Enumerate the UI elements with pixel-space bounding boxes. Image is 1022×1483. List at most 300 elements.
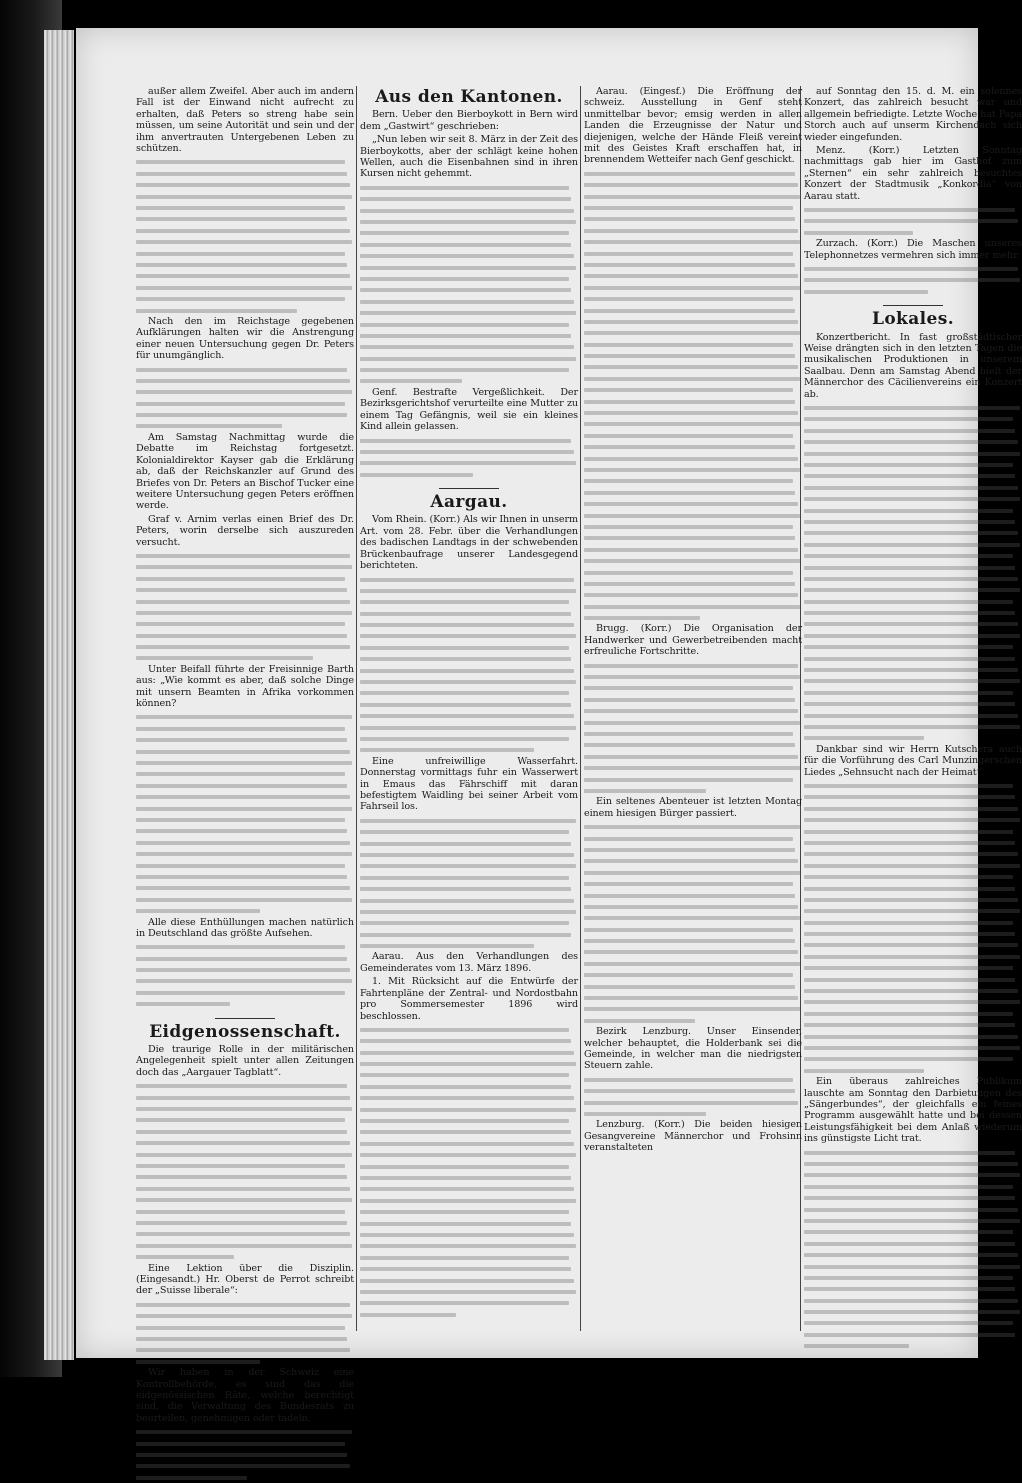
text-line: [584, 464, 802, 475]
text-line: [360, 193, 578, 204]
text-line: [136, 1206, 354, 1217]
text-line: [804, 664, 1022, 675]
text-line: [584, 728, 802, 739]
text-line: [804, 1147, 1022, 1158]
text-line: [136, 1438, 354, 1449]
text-line: [136, 1160, 354, 1171]
text-line: [584, 396, 802, 407]
text-line: [584, 1108, 802, 1119]
text-line: [804, 1317, 1022, 1328]
text-line: [804, 618, 1022, 629]
text-line: [804, 505, 1022, 516]
text-line: [136, 202, 354, 213]
filler-text: [360, 1024, 578, 1320]
text-line: [804, 539, 1022, 550]
text-line: [584, 259, 802, 270]
text-line: [136, 168, 354, 179]
text-line: [804, 1283, 1022, 1294]
text-line: [360, 699, 578, 710]
text-line: [584, 270, 802, 281]
text-line: [136, 1183, 354, 1194]
text-line: [360, 341, 578, 352]
text-line: [360, 262, 578, 273]
text-line: [136, 1299, 354, 1310]
text-line: [584, 878, 802, 889]
text-line: [136, 1356, 354, 1367]
text-line: [804, 687, 1022, 698]
text-line: [804, 527, 1022, 538]
filler-text: [360, 815, 578, 952]
text-line: [360, 307, 578, 318]
text-line: [804, 1329, 1022, 1340]
text-line: [584, 316, 802, 327]
text-line: [136, 1344, 354, 1355]
text-line: [136, 596, 354, 607]
text-line: [360, 619, 578, 630]
text-line: [584, 739, 802, 750]
text-line: [804, 1215, 1022, 1226]
text-line: [584, 373, 802, 384]
filler-text: [584, 660, 802, 797]
text-line: [136, 825, 354, 836]
text-line: [804, 436, 1022, 447]
text-line: [804, 1008, 1022, 1019]
text-line: [584, 498, 802, 509]
text-line: [136, 1149, 354, 1160]
text-line: [804, 871, 1022, 882]
text-line: [360, 687, 578, 698]
text-line: [804, 482, 1022, 493]
text-line: [360, 940, 578, 951]
column-3: [584, 86, 802, 1156]
paragraph: Menz. (Korr.) Letzten Sonntag nachmittags gab hier im Gasthof zum „Sternen“ ein sehr zahlreich besuchtes Konzert der Stadtmusik „Konkordia“ von Aarau statt.: [804, 145, 1022, 202]
text-line: [136, 225, 354, 236]
paragraph: Die traurige Rolle in der militärischen Angelegenheit spielt unter allen Zeitungen doch das „Aargauer Tagblatt“.: [136, 1044, 354, 1078]
paragraph: Dankbar sind wir Herrn Kutschera auch für die Vorführung des Carl Munzingerschen Liedes „Sehnsucht nach der Heimat“.: [804, 743, 1022, 778]
text-line: [804, 917, 1022, 928]
text-line: [584, 555, 802, 566]
text-line: [804, 974, 1022, 985]
text-line: [360, 676, 578, 687]
text-line: [360, 733, 578, 744]
text-line: [584, 248, 802, 259]
text-line: [360, 1297, 578, 1308]
text-line: [360, 860, 578, 871]
paragraph: Graf v. Arnim verlas einen Brief des Dr. Peters, worin derselbe sich auszureden versucht.: [136, 513, 354, 548]
text-line: [584, 453, 802, 464]
text-line: [360, 205, 578, 216]
text-line: [584, 578, 802, 589]
text-line: [804, 1065, 1022, 1076]
text-line: [584, 682, 802, 693]
text-line: [804, 1272, 1022, 1283]
text-line: [136, 746, 354, 757]
text-line: [360, 227, 578, 238]
text-line: [804, 1204, 1022, 1215]
text-line: [584, 762, 802, 773]
text-line: [360, 1263, 578, 1274]
text-line: [136, 607, 354, 618]
text-line: [360, 1149, 578, 1160]
text-line: [136, 757, 354, 768]
text-line: [136, 905, 354, 916]
text-line: [584, 821, 802, 832]
filler-text: [584, 1074, 802, 1120]
text-line: [584, 992, 802, 1003]
divider: [883, 305, 943, 306]
filler-text: [360, 574, 578, 756]
text-line: [136, 1460, 354, 1471]
text-line: [136, 652, 354, 663]
filler-text: [584, 168, 802, 624]
text-line: [584, 305, 802, 316]
text-line: [804, 1169, 1022, 1180]
text-line: [804, 448, 1022, 459]
text-line: [136, 814, 354, 825]
text-line: [360, 1183, 578, 1194]
text-line: [136, 1472, 354, 1483]
text-line: [804, 996, 1022, 1007]
text-line: [804, 780, 1022, 791]
text-line: [584, 361, 802, 372]
text-line: [804, 791, 1022, 802]
filler-text: [136, 1080, 354, 1262]
text-line: [804, 1340, 1022, 1351]
text-line: [584, 890, 802, 901]
text-line: [360, 710, 578, 721]
text-line: [360, 1195, 578, 1206]
text-line: [584, 705, 802, 716]
text-line: [584, 475, 802, 486]
paragraph: Lenzburg. (Korr.) Die beiden hiesigen Gesangvereine Männerchor und Frohsinn veranstalteten: [584, 1119, 802, 1154]
text-line: [360, 319, 578, 330]
filler-text: [804, 204, 1022, 238]
text-line: [804, 653, 1022, 664]
column-1: [136, 86, 354, 1483]
text-line: [360, 250, 578, 261]
text-line: [360, 815, 578, 826]
paragraph: 1. Mit Rücksicht auf die Entwürfe der Fahrtenpläne der Zentral- und Nordostbahn pro Sommersemester 1896 wird beschlossen.: [360, 976, 578, 1022]
filler-text: [136, 711, 354, 916]
text-line: [804, 1306, 1022, 1317]
paragraph: Brugg. (Korr.) Die Organisation der Handwerker und Gewerbetreibenden macht erfreuliche Fortschritte.: [584, 623, 802, 658]
text-line: [804, 1019, 1022, 1030]
text-line: [360, 1126, 578, 1137]
text-line: [584, 350, 802, 361]
filler-text: [804, 780, 1022, 1076]
text-line: [804, 848, 1022, 859]
text-line: [360, 364, 578, 375]
text-line: [804, 607, 1022, 618]
text-line: [584, 901, 802, 912]
text-line: [584, 236, 802, 247]
text-line: [136, 734, 354, 745]
text-line: [136, 420, 354, 431]
filler-text: [804, 263, 1022, 297]
text-line: [360, 1047, 578, 1058]
text-line: [136, 236, 354, 247]
text-line: [804, 675, 1022, 686]
divider: [215, 1018, 275, 1019]
text-line: [136, 561, 354, 572]
text-line: [136, 998, 354, 1009]
text-line: [584, 418, 802, 429]
section-heading: Lokales.: [871, 309, 955, 330]
paragraph: Aarau. (Eingesf.) Die Eröffnung der schweiz. Ausstellung in Genf steht unmittelbar bevor; emsig werden in allen Landen die Erzeugnisse der Natur und diejenigen, welche der Hände Fleiß vereint mit des Geistes Kraft erschaffen hat, in brennendem Wetteifer nach Genf geschickt.: [584, 86, 802, 166]
text-line: [360, 1206, 578, 1217]
text-line: [584, 601, 802, 612]
filler-text: [804, 402, 1022, 744]
filler-text: [804, 1147, 1022, 1352]
text-line: [360, 1240, 578, 1251]
filler-text: [136, 364, 354, 432]
text-line: [136, 803, 354, 814]
text-line: [804, 459, 1022, 470]
text-line: [584, 282, 802, 293]
text-line: [136, 248, 354, 259]
text-line: [360, 435, 578, 446]
text-line: [584, 521, 802, 532]
text-line: [804, 710, 1022, 721]
text-line: [136, 282, 354, 293]
text-line: [584, 225, 802, 236]
text-line: [804, 803, 1022, 814]
text-line: [136, 941, 354, 952]
text-line: [360, 469, 578, 480]
paragraph: Vom Rhein. (Korr.) Als wir Ihnen in unserm Art. vom 28. Febr. über die Verhandlungen des badischen Landtags in der schwebenden Brückenbaufrage unserer Landesgegend berichteten.: [360, 514, 578, 572]
text-line: [804, 826, 1022, 837]
text-line: [804, 573, 1022, 584]
text-line: [804, 562, 1022, 573]
text-line: [136, 1092, 354, 1103]
text-line: [360, 917, 578, 928]
text-line: [360, 872, 578, 883]
text-line: [136, 618, 354, 629]
text-line: [804, 630, 1022, 641]
text-line: [804, 905, 1022, 916]
text-line: [360, 239, 578, 250]
text-line: [136, 213, 354, 224]
filler-text: [584, 821, 802, 1026]
text-line: [360, 744, 578, 755]
text-line: [584, 981, 802, 992]
text-line: [360, 722, 578, 733]
text-line: [804, 732, 1022, 743]
text-line: [584, 612, 802, 623]
text-line: [804, 274, 1022, 285]
text-line: [360, 353, 578, 364]
text-line: [584, 589, 802, 600]
filler-text: [136, 1299, 354, 1367]
text-line: [136, 630, 354, 641]
text-line: [804, 550, 1022, 561]
text-line: [360, 1309, 578, 1320]
text-line: [360, 1092, 578, 1103]
paragraph: „Nun leben wir seit 8. März in der Zeit des Bierboykotts, aber der schlägt keine hohen Wellen, auch die Eisenbahnen sind in ihren Kursen nicht gehemmt.: [360, 134, 578, 180]
text-line: [804, 1031, 1022, 1042]
text-line: [584, 660, 802, 671]
text-line: [584, 671, 802, 682]
text-line: [136, 1126, 354, 1137]
section-heading: Aargau.: [430, 492, 508, 513]
text-line: [804, 1042, 1022, 1053]
text-line: [360, 446, 578, 457]
paragraph: Am Samstag Nachmittag wurde die Debatte im Reichstag fortgesetzt. Kolonialdirektor Kayser gab die Erklärung ab, daß der Reichskanzler auf Grund des Briefes von Dr. Peters an Bischof Tucker eine weitere Untersuchung gegen Peters eröffnen werde.: [136, 431, 354, 512]
text-line: [136, 1228, 354, 1239]
text-line: [360, 1069, 578, 1080]
text-line: [804, 641, 1022, 652]
text-line: [804, 939, 1022, 950]
text-line: [804, 1249, 1022, 1260]
text-line: [584, 532, 802, 543]
section-heading: Aus den Kantonen.: [375, 87, 563, 107]
text-line: [360, 1275, 578, 1286]
paragraph: Aarau. Aus den Verhandlungen des Gemeinderates vom 13. März 1896.: [360, 951, 578, 974]
text-line: [804, 721, 1022, 732]
text-line: [136, 882, 354, 893]
text-line: [136, 398, 354, 409]
text-line: [136, 894, 354, 905]
text-line: [136, 641, 354, 652]
text-line: [584, 774, 802, 785]
text-line: [136, 386, 354, 397]
text-line: [804, 860, 1022, 871]
text-line: [136, 871, 354, 882]
text-line: [360, 596, 578, 607]
text-line: [584, 339, 802, 350]
text-line: [360, 1115, 578, 1126]
paragraph: außer allem Zweifel. Aber auch im andern Fall ist der Einwand nicht aufrecht zu erhalten, daß Peters so streng habe sein müssen, um seine Autorität und sein und der ihm anvertrauten Untergebenen Leben zu schützen.: [136, 86, 354, 155]
text-line: [360, 1172, 578, 1183]
text-line: [136, 791, 354, 802]
text-line: [360, 826, 578, 837]
text-line: [804, 1226, 1022, 1237]
text-line: [804, 493, 1022, 504]
text-line: [360, 653, 578, 664]
text-line: [804, 1192, 1022, 1203]
text-line: [360, 1229, 578, 1240]
text-line: [804, 985, 1022, 996]
text-line: [804, 204, 1022, 215]
filler-text: [360, 182, 578, 387]
column-2: [360, 86, 578, 1320]
text-line: [584, 969, 802, 980]
text-line: [136, 573, 354, 584]
filler-text: [136, 156, 354, 315]
text-line: [804, 596, 1022, 607]
text-line: [804, 1238, 1022, 1249]
text-line: [360, 574, 578, 585]
paragraph: Eine unfreiwillige Wasserfahrt. Donnerstag vormittags fuhr ein Wasserwert in Emaus das Fährschiff mit daran befestigtem Waidling bei seiner Arbeit vom Fahrseil los.: [360, 755, 578, 813]
text-line: [584, 1015, 802, 1026]
text-line: [584, 510, 802, 521]
paragraph: auf Sonntag den 15. d. M. ein solennes Konzert, das zahlreich besucht war und allgemein befriedigte. Letzte Woche hat Papa Storch auch auf unserm Kirchendach sich wieder eingefunden.: [804, 86, 1022, 143]
paragraph: Nach den im Reichstage gegebenen Aufklärungen halten wir die Anstrengung einer neuen Untersuchung gegen Dr. Peters für unumgänglich.: [136, 315, 354, 362]
text-line: [804, 837, 1022, 848]
column-4: [804, 86, 1022, 1352]
column-rule: [356, 86, 357, 1331]
section-heading: Eidgenossenschaft.: [149, 1021, 341, 1042]
text-line: [584, 293, 802, 304]
text-line: [584, 168, 802, 179]
text-line: [136, 964, 354, 975]
text-line: [804, 698, 1022, 709]
text-line: [584, 179, 802, 190]
text-line: [360, 182, 578, 193]
newspaper-page: [76, 28, 1022, 1424]
text-line: [136, 711, 354, 722]
text-line: [136, 1310, 354, 1321]
text-line: [804, 470, 1022, 481]
text-line: [584, 1085, 802, 1096]
text-line: [584, 785, 802, 796]
text-line: [360, 284, 578, 295]
text-line: [136, 550, 354, 561]
paragraph: Ein überaus zahlreiches Publikum lauschte am Sonntag den Darbietungen des „Sängerbundes“, der gleichfalls ein feines Programm ausgewählt hatte und bei dessen Leistungsfähigkeit bei dem Anlaß wiederum ins günstigste Licht trat.: [804, 1076, 1022, 1145]
text-line: [804, 584, 1022, 595]
paragraph: Bern. Ueber den Bierboykott in Bern wird dem „Gastwirt“ geschrieben:: [360, 109, 578, 132]
text-line: [804, 215, 1022, 226]
text-line: [136, 1080, 354, 1091]
text-line: [804, 286, 1022, 297]
text-line: [804, 962, 1022, 973]
text-line: [584, 844, 802, 855]
text-line: [584, 213, 802, 224]
text-line: [584, 202, 802, 213]
paragraph: Konzertbericht. In fast großstädtischer Weise drängten sich in den letzten Tagen die musikalischen Produktionen in unserem Saalbau. Denn am Samstag Abend hielt der Männerchor des Cäcilienvereins ein Konzert ab.: [804, 331, 1022, 400]
text-line: [136, 1251, 354, 1262]
text-line: [584, 958, 802, 969]
text-line: [136, 1322, 354, 1333]
filler-text: [136, 550, 354, 664]
text-line: [804, 883, 1022, 894]
text-line: [584, 384, 802, 395]
text-line: [360, 906, 578, 917]
text-line: [136, 1171, 354, 1182]
text-line: [136, 305, 354, 316]
text-line: [584, 833, 802, 844]
text-line: [360, 296, 578, 307]
text-line: [136, 409, 354, 420]
text-line: [804, 1181, 1022, 1192]
text-line: [360, 929, 578, 940]
text-line: [584, 751, 802, 762]
text-line: [584, 694, 802, 705]
text-line: [584, 407, 802, 418]
text-line: [136, 1333, 354, 1344]
text-line: [584, 717, 802, 728]
text-line: [136, 768, 354, 779]
text-line: [360, 642, 578, 653]
text-line: [136, 364, 354, 375]
filler-text: [136, 941, 354, 1009]
paragraph: Genf. Bestrafte Vergeßlichkeit. Der Bezirksgerichtshof verurteilte eine Mutter zu einem Tag Gefängnis, weil sie ein kleines Kind allein gelassen.: [360, 386, 578, 433]
text-line: [360, 375, 578, 386]
text-line: [136, 1194, 354, 1205]
text-line: [360, 1035, 578, 1046]
text-line: [804, 1053, 1022, 1064]
text-line: [136, 1103, 354, 1114]
text-line: [804, 516, 1022, 527]
text-line: [360, 1058, 578, 1069]
text-line: [136, 848, 354, 859]
text-line: [804, 263, 1022, 274]
text-line: [584, 441, 802, 452]
column-rule: [580, 86, 581, 1331]
text-line: [360, 849, 578, 860]
filler-text: [360, 435, 578, 481]
text-line: [804, 402, 1022, 413]
